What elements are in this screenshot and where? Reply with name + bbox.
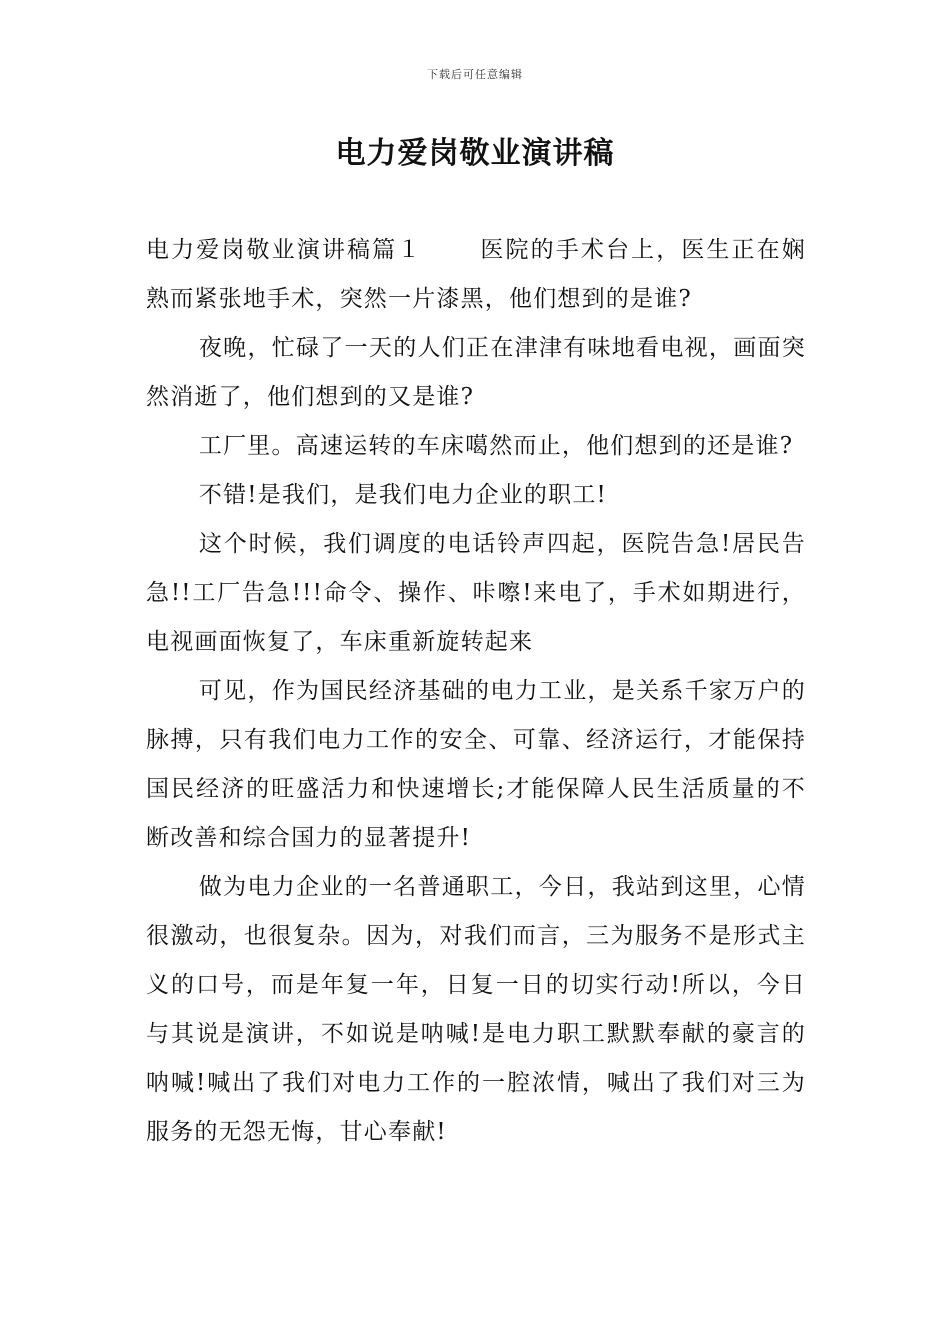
paragraph-7: 做为电力企业的一名普通职工，今日，我站到这里，心情很激动，也很复杂。因为，对我们而言，三为服务不是形式主义的口号，而是年复一年，日复一日的切实行动!所以，今日与其说是演讲，不如说是呐喊!是电力职工默默奉献的豪言的呐喊!喊出了我们对电力工作的一腔浓情，喊出了我们对三为服务的无怨无悔，甘心奉献! xyxy=(146,874,806,1145)
document-body xyxy=(146,226,806,1157)
paragraph-6: 可见，作为国民经济基础的电力工业，是关系千家万户的脉搏，只有我们电力工作的安全、可靠、经济运行，才能保持国民经济的旺盛活力和快速增长;才能保障人民生活质量的不断改善和综合国力的显著提升! xyxy=(146,678,806,851)
paragraph-1-text: 医院的手术台上，医生正在娴熟而紧张地手术，突然一片漆黑，他们想到的是谁? xyxy=(146,237,806,312)
section-heading: 电力爱岗敬业演讲稿篇１ xyxy=(146,237,423,263)
paragraph-2: 夜晚，忙碌了一天的人们正在津津有味地看电视，画面突然消逝了，他们想到的又是谁? xyxy=(146,335,806,410)
document-title: 电力爱岗敬业演讲稿 xyxy=(335,136,615,171)
paragraph-3: 工厂里。高速运转的车床噶然而止，他们想到的还是谁? xyxy=(198,433,794,459)
paragraph-5: 这个时候，我们调度的电话铃声四起，医院告急!居民告急!!工厂告急!!!命令、操作、咔嚓!来电了，手术如期进行，电视画面恢复了，车床重新旋转起来 xyxy=(146,531,806,655)
paragraph-1 xyxy=(146,226,806,324)
paragraph-4: 不错!是我们，是我们电力企业的职工! xyxy=(198,482,607,508)
header-note: 下载后可任意编辑 xyxy=(427,68,523,81)
